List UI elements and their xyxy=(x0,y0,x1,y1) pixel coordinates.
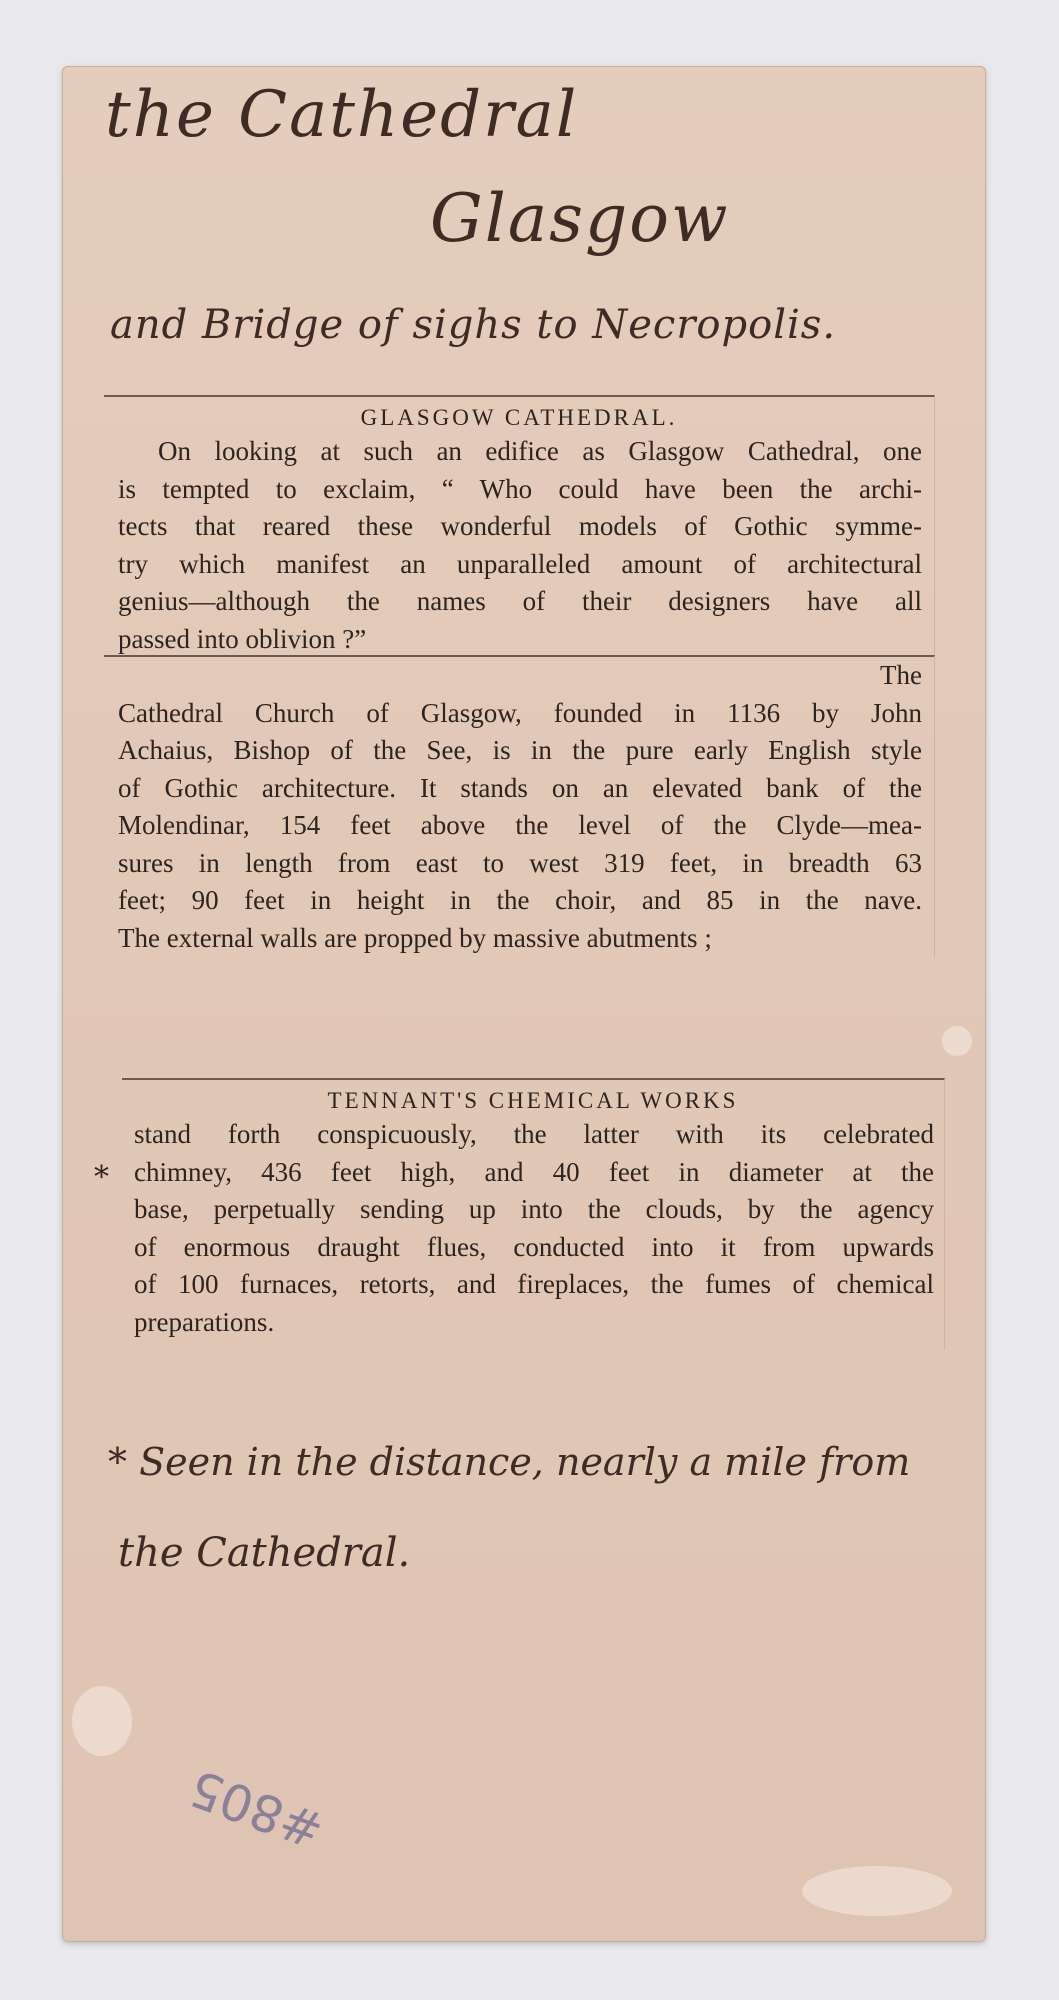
clipping-text-line: chimney, 436 feet high, and 40 feet in diameter at the xyxy=(134,1156,934,1187)
handwritten-footnote-line1: * Seen in the distance, nearly a mile from xyxy=(108,1440,911,1484)
clipping-text-lead: The xyxy=(880,660,922,690)
paper-stain xyxy=(72,1686,132,1756)
clipping-text-line: Achaius, Bishop of the See, is in the pure early English style xyxy=(118,735,922,765)
clipping-text-line: is tempted to exclaim, “ Who could have been the archi- xyxy=(118,473,922,504)
clipping-text-line: genius—although the names of their designers have all xyxy=(118,586,922,616)
clipping-glasgow-cathedral xyxy=(104,395,935,689)
clipping-text-line: try which manifest an unparalleled amount of architectural xyxy=(118,548,922,579)
clipping-text-line: tects that reared these wonderful models of Gothic symme- xyxy=(118,511,922,541)
clipping-text-line: feet; 90 feet in height in the choir, and 85 in the nave. xyxy=(118,885,922,915)
pencil-inventory-number: #805 xyxy=(182,1758,332,1860)
clipping-text-line: On looking at such an edifice as Glasgow Cathedral, one xyxy=(158,436,922,466)
clipping-text-line: The external walls are propped by massive abutments ; xyxy=(118,922,712,953)
clipping-text-line: passed into oblivion ?” xyxy=(118,623,367,654)
handwritten-title-line2: Glasgow xyxy=(430,180,730,257)
clipping-text-line: stand forth conspicuously, the latter with its celebrated xyxy=(134,1119,934,1149)
clipping-title: GLASGOW CATHEDRAL. xyxy=(360,405,678,430)
clipping-text-line: of Gothic architecture. It stands on an elevated bank of the xyxy=(118,772,922,803)
clipping-text-line: of enormous draught flues, conducted into it from upwards xyxy=(134,1231,934,1262)
footnote-marker: * xyxy=(94,1160,109,1195)
handwritten-subtitle: and Bridge of sighs to Necropolis. xyxy=(110,302,837,348)
clipping-text-line: Cathedral Church of Glasgow, founded in 1136 by John xyxy=(118,697,922,728)
paper-stain xyxy=(802,1866,952,1916)
clipping-text-line: of 100 furnaces, retorts, and fireplaces, the fumes of chemical xyxy=(134,1269,934,1299)
handwritten-footnote-line2: the Cathedral. xyxy=(118,1530,411,1576)
paper-stain xyxy=(942,1026,972,1056)
clipping-text-line: preparations. xyxy=(134,1306,275,1337)
clipping-text-line: sures in length from east to west 319 feet, in breadth 63 xyxy=(118,847,922,878)
clipping-tennants-chemical-works xyxy=(122,1078,945,1350)
clipping-cathedral-description xyxy=(104,655,935,957)
clipping-text-line: base, perpetually sending up into the clouds, by the agency xyxy=(134,1194,934,1224)
clipping-text-line: Molendinar, 154 feet above the level of the Clyde—mea- xyxy=(118,810,922,840)
handwritten-title-line1: the Cathedral xyxy=(105,78,579,152)
clipping-title: TENNANT'S CHEMICAL WORKS xyxy=(327,1088,739,1113)
